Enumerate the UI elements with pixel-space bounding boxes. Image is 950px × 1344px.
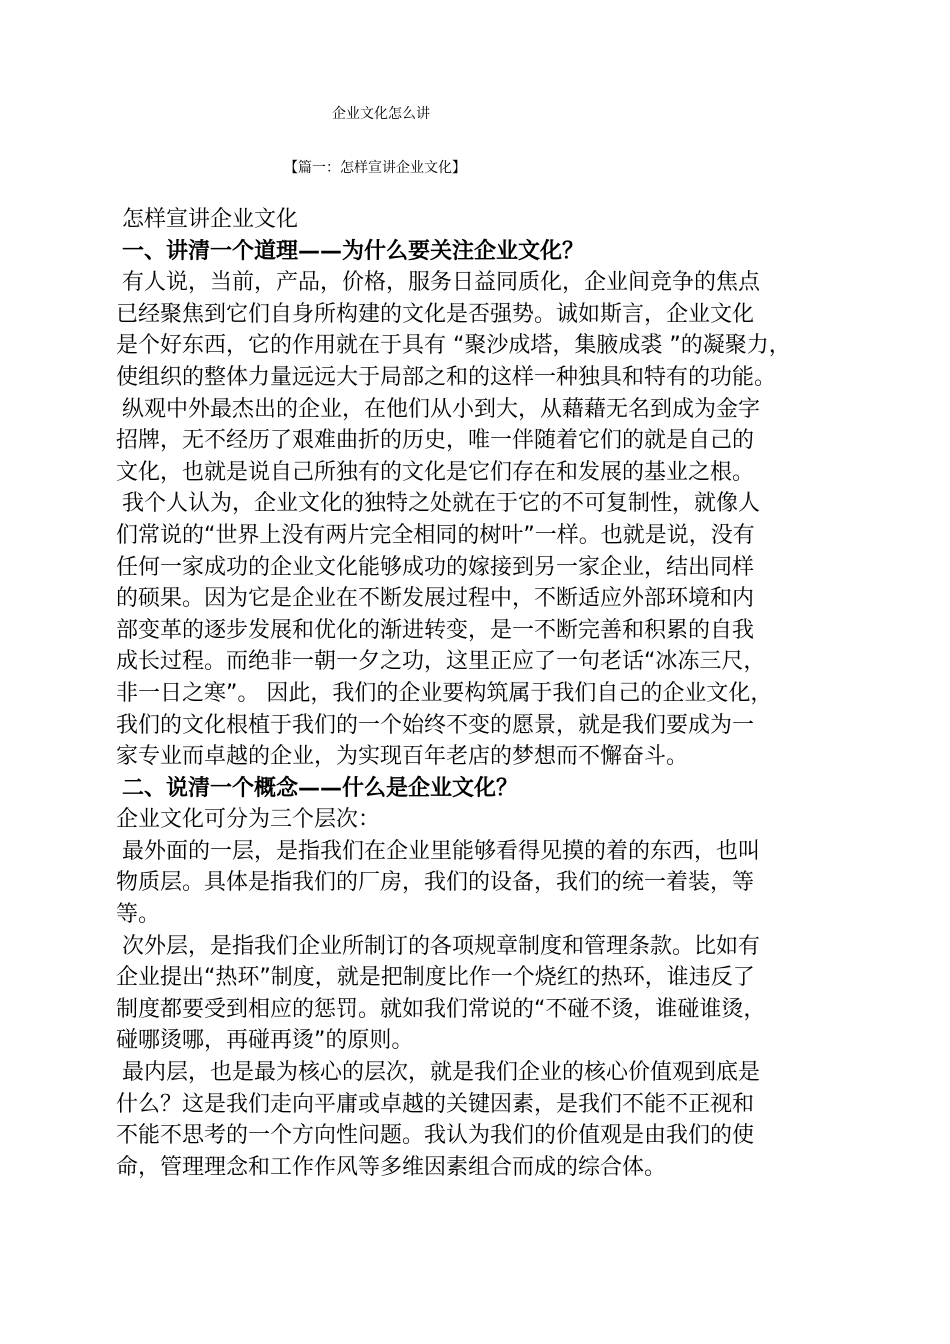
paragraph-line: 们常说的“世界上没有两片完全相同的树叶”一样。也就是说，没有 (116, 522, 755, 548)
paragraph-line: 纵观中外最杰出的企业，在他们从小到大，从藉藉无名到成为金字 (122, 396, 761, 422)
paragraph-line: 物质层。具体是指我们的厂房，我们的设备，我们的统一着装，等 (116, 870, 755, 896)
paragraph-line: 的硕果。因为它是企业在不断发展过程中，不断适应外部环境和内 (116, 586, 755, 612)
paragraph-line: 有人说，当前，产品，价格，服务日益同质化，企业间竞争的焦点 (122, 270, 761, 296)
paragraph-line: 次外层，是指我们企业所制订的各项规章制度和管理条款。比如有 (122, 933, 761, 959)
paragraph-line: 非一日之寒”。 因此，我们的企业要构筑属于我们自己的企业文化， (116, 680, 773, 706)
paragraph-line: 我个人认为，企业文化的独特之处就在于它的不可复制性，就像人 (122, 491, 761, 517)
paragraph-line: 最外面的一层，是指我们在企业里能够看得见摸的着的东西，也叫 (122, 838, 761, 864)
paragraph-line: 部变革的逐步发展和优化的渐进转变，是一不断完善和积累的自我 (116, 617, 755, 643)
paragraph-line: 企业文化可分为三个层次： (116, 807, 381, 833)
paragraph-line: 企业提出“热环”制度，就是把制度比作一个烧红的热环，谁违反了 (116, 965, 755, 991)
article-heading: 怎样宣讲企业文化 (122, 207, 299, 232)
paragraph-line: 任何一家成功的企业文化能够成功的嫁接到另一家企业，结出同样 (116, 554, 755, 580)
paragraph-line: 招牌，无不经历了艰难曲折的历史，唯一伴随着它们的就是自己的 (116, 428, 755, 454)
document-body (116, 204, 850, 1183)
paragraph-line: 家专业而卓越的企业，为实现百年老店的梦想而不懈奋斗。 (116, 744, 689, 770)
paragraph-line: 不能不思考的一个方向性问题。我认为我们的价值观是由我们的使 (116, 1123, 755, 1149)
section1-heading: 一、讲清一个道理——为什么要关注企业文化？ (122, 238, 585, 264)
paragraph-line: 成长过程。而绝非一朝一夕之功，这里正应了一句老话“冰冻三尺， (116, 649, 766, 675)
paragraph-line: 命，管理理念和工作作风等多维因素组合而成的综合体。 (116, 1154, 667, 1180)
paragraph-line: 什么？这是我们走向平庸或卓越的关键因素，是我们不能不正视和 (116, 1091, 755, 1117)
paragraph-line: 已经聚焦到它们自身所构建的文化是否强势。诚如斯言，企业文化 (116, 301, 755, 327)
paragraph-line: 最内层，也是最为核心的层次，就是我们企业的核心价值观到底是 (122, 1060, 761, 1086)
paragraph-line: 制度都要受到相应的惩罚。就如我们常说的“不碰不烫，谁碰谁烫， (116, 996, 766, 1022)
document-subtitle: 【篇一：怎样宣讲企业文化】 (284, 160, 466, 176)
paragraph-line: 碰哪烫哪，再碰再烫”的原则。 (116, 1028, 414, 1054)
section2-heading: 二、说清一个概念——什么是企业文化？ (122, 775, 519, 801)
paragraph-line: 使组织的整体力量远远大于局部之和的这样一种独具和特有的功能。 (116, 364, 777, 390)
document-title: 企业文化怎么讲 (332, 106, 430, 122)
paragraph-line: 文化，也就是说自己所独有的文化是它们存在和发展的基业之根。 (116, 459, 755, 485)
paragraph-line: 等。 (116, 902, 161, 928)
paragraph-line: 是个好东西，它的作用就在于具有 “聚沙成塔，集腋成裘 ”的凝聚力， (116, 333, 791, 359)
paragraph-line: 我们的文化根植于我们的一个始终不变的愿景，就是我们要成为一 (116, 712, 755, 738)
